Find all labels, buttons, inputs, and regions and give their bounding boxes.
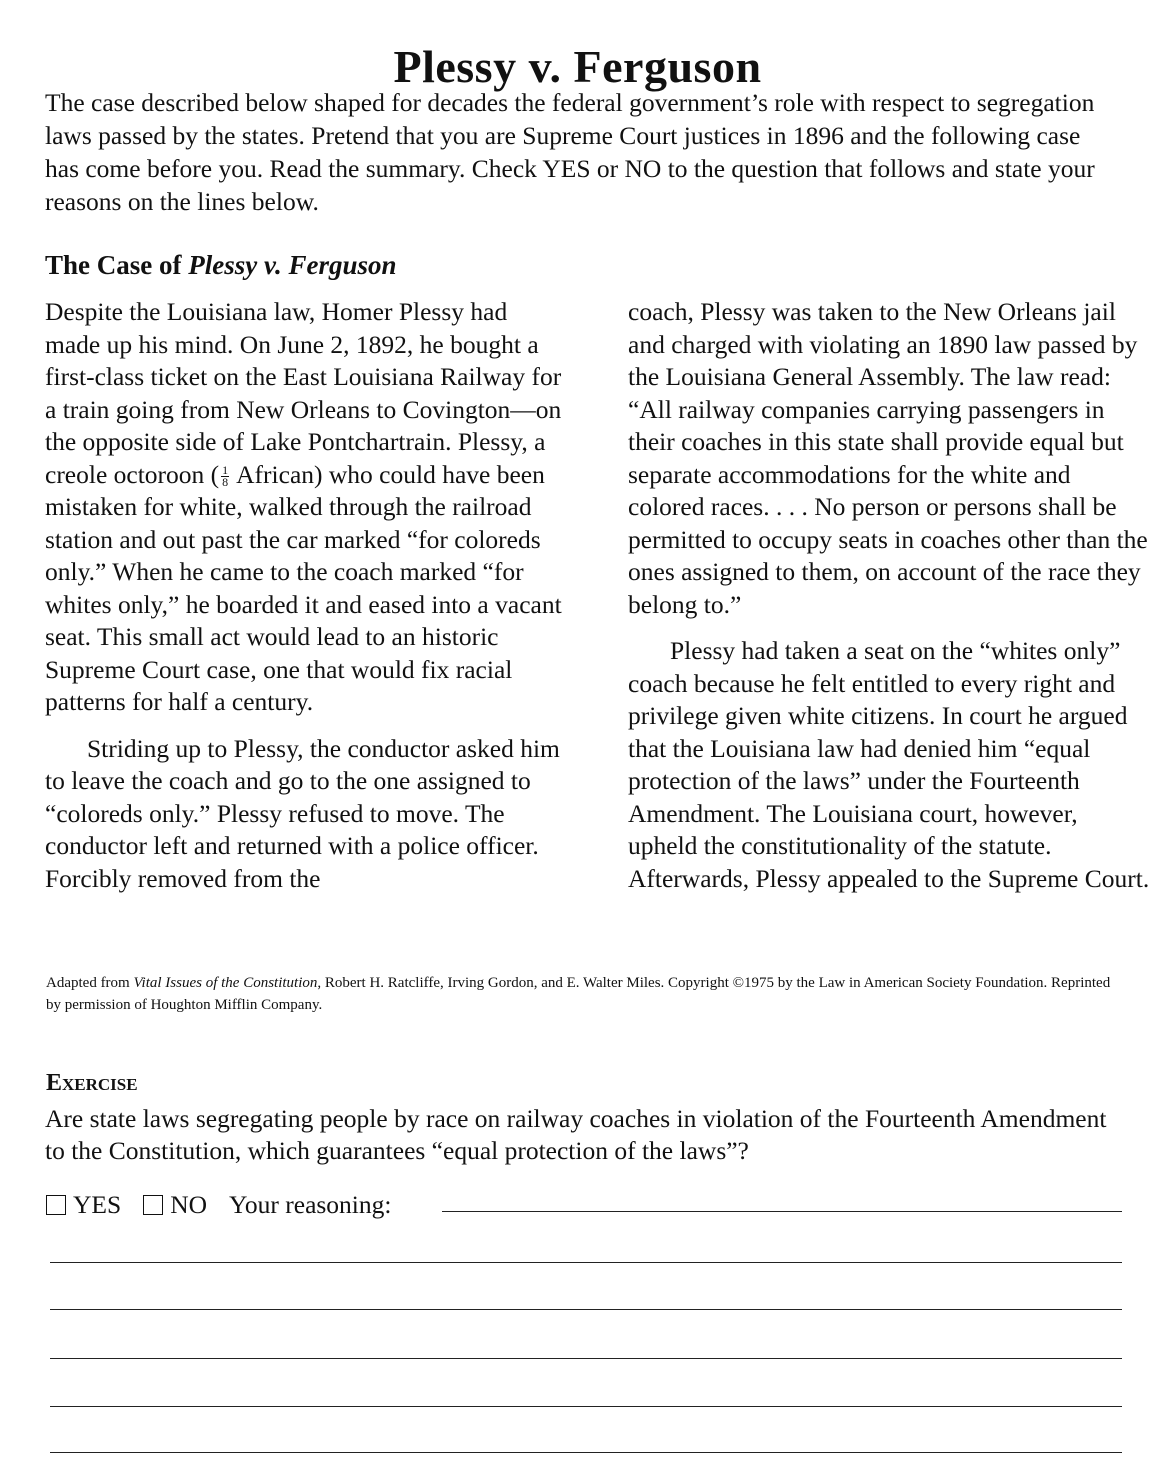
no-checkbox[interactable] bbox=[143, 1195, 163, 1215]
story-right-column bbox=[628, 296, 1153, 895]
credit-rest: , Robert H. Ratcliffe, Irving Gordon, and E. Walter Miles. Copyright ©1975 by the Law in American Society Foundation. Reprinted by permission of Houghton Mifflin Company. bbox=[46, 975, 1111, 1013]
story-paragraph-1-part-a: Despite the Louisiana law, Homer Plessy had made up his mind. On June 2, 1892, he bought a first-class ticket on the East Louisiana Railway for a train going from New Orleans to Covington—on the opposite side of Lake Pontchartrain. Plessy, a creole octoroon ( bbox=[45, 297, 562, 489]
story-paragraph-1-part-b: African) who could have been mistaken for white, walked through the railroad station and out past the car marked “for coloreds only.” When he came to the coach marked “for whites only,” he boarded it and eased into a vacant seat. This small act would lead to an historic Supreme Court case, one that would fix racial patterns for half a century. bbox=[45, 459, 562, 716]
story-paragraph-1 bbox=[45, 296, 565, 719]
credit-prefix: Adapted from bbox=[46, 975, 134, 991]
yes-checkbox[interactable] bbox=[46, 1195, 66, 1215]
story-paragraph-2: Striding up to Plessy, the conductor asked him to leave the coach and go to the one assigned to “coloreds only.” Plessy refused to move. The conductor left and returned with a police officer. Forcibly removed from the bbox=[45, 733, 560, 893]
intro-paragraph: The case described below shaped for decades the federal government’s role with respect to segregation laws passed by the states. Pretend that you are Supreme Court justices in 1896 and the following case has come before you. Read the summary. Check YES or NO to the question that follows and state your reasons on the lines below. bbox=[45, 88, 1095, 216]
story-paragraph-3: coach, Plessy was taken to the New Orleans jail and charged with violating an 1890 law passed by the Louisiana General Assembly. The law read: “All railway companies carrying passengers in their coaches in this state shall provide equal but separate accommodations for the white and colored races. . . . No person or persons shall be permitted to occupy seats in coaches other than the ones assigned to them, on account of the race they belong to.” bbox=[628, 297, 1148, 619]
reasoning-line-5[interactable] bbox=[50, 1406, 1122, 1407]
no-option[interactable] bbox=[143, 1190, 207, 1220]
fraction-numerator: 1 bbox=[222, 463, 229, 478]
exercise-heading: Exercise bbox=[46, 1070, 138, 1096]
no-label: NO bbox=[170, 1190, 208, 1219]
yes-label: YES bbox=[73, 1190, 122, 1219]
yes-option[interactable] bbox=[46, 1190, 121, 1220]
story-left-column bbox=[45, 296, 565, 895]
case-heading-prefix: The Case of bbox=[45, 250, 189, 280]
credit-book-title: Vital Issues of the Constitution bbox=[133, 975, 318, 991]
fraction-denominator: 8 bbox=[222, 475, 229, 490]
fraction bbox=[221, 465, 229, 488]
reasoning-line-2[interactable] bbox=[50, 1262, 1122, 1263]
exercise-question: Are state laws segregating people by race on railway coaches in violation of the Fourteenth Amendment to the Constitution, which guarantees “equal protection of the laws”? bbox=[45, 1104, 1107, 1165]
answer-row bbox=[46, 1188, 391, 1222]
case-heading-name: Plessy v. Ferguson bbox=[188, 250, 397, 280]
case-heading bbox=[45, 248, 397, 282]
source-credit bbox=[46, 972, 1116, 1016]
reasoning-line-3[interactable] bbox=[50, 1309, 1122, 1310]
reasoning-line-6[interactable] bbox=[50, 1452, 1122, 1453]
story-paragraph-4: Plessy had taken a seat on the “whites only” coach because he felt entitled to every right and privilege given white citizens. In court he argued that the Louisiana law had denied him “equal protection of the laws” under the Fourteenth Amendment. The Louisiana court, however, upheld the constitutionality of the statute. Afterwards, Plessy appealed to the Supreme Court. bbox=[628, 636, 1150, 893]
page-title: Plessy v. Ferguson bbox=[393, 40, 762, 92]
reasoning-line-4[interactable] bbox=[50, 1358, 1122, 1359]
reasoning-label: Your reasoning: bbox=[229, 1190, 392, 1219]
reasoning-line-1[interactable] bbox=[442, 1211, 1122, 1212]
